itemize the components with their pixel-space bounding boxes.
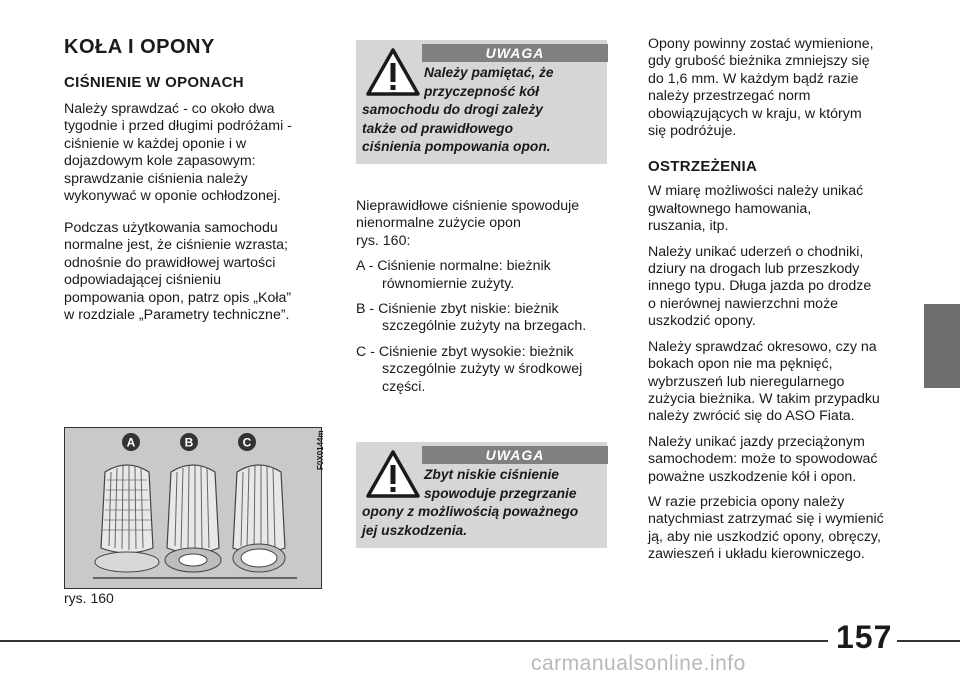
tire-wear-illustration xyxy=(65,428,321,588)
text-line: ją, aby nie uszkodzić opony, obręczy, xyxy=(648,528,881,545)
text-line: do 1,6 mm. W każdym bądź razie xyxy=(648,70,859,87)
text-line: szczególnie zużyty w środkowej xyxy=(382,361,583,378)
text-line: sprawdzanie ciśnienia należy xyxy=(64,170,248,187)
text-line: Należy unikać uderzeń o chodniki, xyxy=(648,243,864,260)
text-line: należy zwrócić się do ASO Fiata. xyxy=(648,408,855,425)
text-line: tygodnie i przed długimi podróżami - xyxy=(64,118,292,135)
text-line: Podczas użytkowania samochodu xyxy=(64,220,278,236)
warning-line: ciśnienia pompowania opon. xyxy=(362,139,551,154)
text-line: gdy grubość bieżnika zmniejszy się xyxy=(648,53,870,70)
warnings-paragraph-3 xyxy=(648,339,918,426)
tire-a-image xyxy=(95,465,159,572)
warning-line: przyczepność kół xyxy=(424,83,540,99)
text-line: Nieprawidłowe ciśnienie spowoduje xyxy=(356,198,580,214)
warning-header: UWAGA xyxy=(422,446,608,464)
footer-rule-left xyxy=(0,640,828,642)
warning-line: opony z możliwością poważnego xyxy=(362,504,579,519)
warnings-paragraph-1 xyxy=(648,183,918,235)
text-line: szczególnie zużyty na brzegach. xyxy=(382,318,587,335)
text-line: w rozdziale „Parametry techniczne”. xyxy=(64,307,290,324)
warning-text xyxy=(362,64,601,157)
text-line: Opony powinny zostać wymienione, xyxy=(648,36,874,52)
text-line: B - Ciśnienie zbyt niskie: bieżnik xyxy=(356,301,559,318)
tire-wear-figure xyxy=(64,427,322,589)
text-line: A - Ciśnienie normalne: bieżnik xyxy=(356,258,551,275)
warning-header: UWAGA xyxy=(422,44,608,62)
text-line: W miarę możliwości należy unikać xyxy=(648,183,864,200)
figure-caption: rys. 160 xyxy=(64,590,114,606)
text-line: odnośnie do prawidłowej wartości xyxy=(64,254,276,271)
text-line: W razie przebicia opony należy xyxy=(648,493,845,510)
figure-code: F0X0144m xyxy=(316,430,325,470)
middle-column xyxy=(356,198,616,396)
warnings-paragraph-2 xyxy=(648,244,918,331)
label-b: B xyxy=(184,435,194,450)
text-line: rys. 160: xyxy=(356,232,411,249)
text-line: ciśnienie w każdej oponie i w xyxy=(64,135,247,152)
text-line: Należy unikać jazdy przeciążonym xyxy=(648,433,865,450)
page-number: 157 xyxy=(836,619,893,655)
text-line: samochodem: może to spowodować xyxy=(648,451,878,468)
text-line: normalne jest, że ciśnienie wzrasta; xyxy=(64,237,288,254)
warning-line: także od prawidłowego xyxy=(362,120,514,136)
warnings-paragraph-4 xyxy=(648,434,918,486)
text-line: równomiernie zużyty. xyxy=(382,275,515,292)
pressure-paragraph-1 xyxy=(64,101,329,205)
text-line: odpowiadającej ciśnieniu xyxy=(64,272,221,289)
text-line: części. xyxy=(382,378,426,395)
section-heading-pressure: CIŚNIENIE W OPONACH xyxy=(64,74,244,91)
pressure-paragraph-2 xyxy=(64,220,334,324)
text-line: zużycia bieżnika. W takim przypadku xyxy=(648,390,880,407)
chapter-tab-marker xyxy=(924,304,960,388)
warning-line: spowoduje przegrzanie xyxy=(424,485,577,501)
tire-b-image xyxy=(165,465,221,572)
text-line: gwałtownego hamowania, xyxy=(648,200,812,217)
replacement-paragraph xyxy=(648,36,918,140)
page-title: KOŁA I OPONY xyxy=(64,36,215,58)
text-line: ruszania, itp. xyxy=(648,218,729,235)
list-item-b xyxy=(356,301,616,336)
text-line: C - Ciśnienie zbyt wysokie: bieżnik xyxy=(356,343,574,360)
text-line: Należy sprawdzać okresowo, czy na xyxy=(648,338,877,355)
text-line: nienormalne zużycie opon xyxy=(356,215,521,232)
tire-c-image xyxy=(233,465,285,572)
text-line: innego typu. Długa jazda po drodze xyxy=(648,278,872,295)
text-line: poważne uszkodzenie kół i opon. xyxy=(648,468,857,485)
text-line: wybrzuszeń lub nieregularnego xyxy=(648,373,845,390)
watermark: carmanualsonline.info xyxy=(531,652,746,675)
warning-text xyxy=(362,466,601,540)
text-line: Należy sprawdzać - co około dwa xyxy=(64,101,275,117)
text-line: obowiązujących w kraju, w którym xyxy=(648,105,862,122)
warning-box-1 xyxy=(356,40,607,164)
list-item-a xyxy=(356,258,616,293)
text-line: o nierównej nawierzchni może xyxy=(648,295,839,312)
text-line: się podróżuje. xyxy=(648,123,737,140)
text-line: należy przestrzegać norm xyxy=(648,88,811,105)
warnings-paragraph-5 xyxy=(648,494,918,564)
warning-box-2 xyxy=(356,442,607,548)
label-a: A xyxy=(126,435,136,450)
text-line: natychmiast zatrzymać się i wymienić xyxy=(648,511,884,528)
text-line: zawieszeń i układu kierowniczego. xyxy=(648,546,865,563)
section-heading-warnings: OSTRZEŻENIA xyxy=(648,158,758,176)
warning-line: Należy pamiętać, że xyxy=(424,65,554,80)
warning-line: jej uszkodzenia. xyxy=(362,522,468,538)
text-line: dojazdowym kole zapasowym: xyxy=(64,153,256,170)
text-line: dziury na drogach lub przeszkody xyxy=(648,261,860,278)
label-c: C xyxy=(242,435,252,450)
list-item-c xyxy=(356,344,616,396)
text-line: bokach opon nie ma pęknięć, xyxy=(648,356,833,373)
text-line: uszkodzić opony. xyxy=(648,313,756,330)
text-line: wykonywać w oponie ochłodzonej. xyxy=(64,188,281,205)
right-column xyxy=(648,36,918,564)
warning-line: Zbyt niskie ciśnienie xyxy=(424,467,559,482)
footer-rule-right xyxy=(897,640,960,642)
warning-line: samochodu do drogi zależy xyxy=(362,102,543,117)
text-line: pompowania opon, patrz opis „Koła” xyxy=(64,289,292,306)
